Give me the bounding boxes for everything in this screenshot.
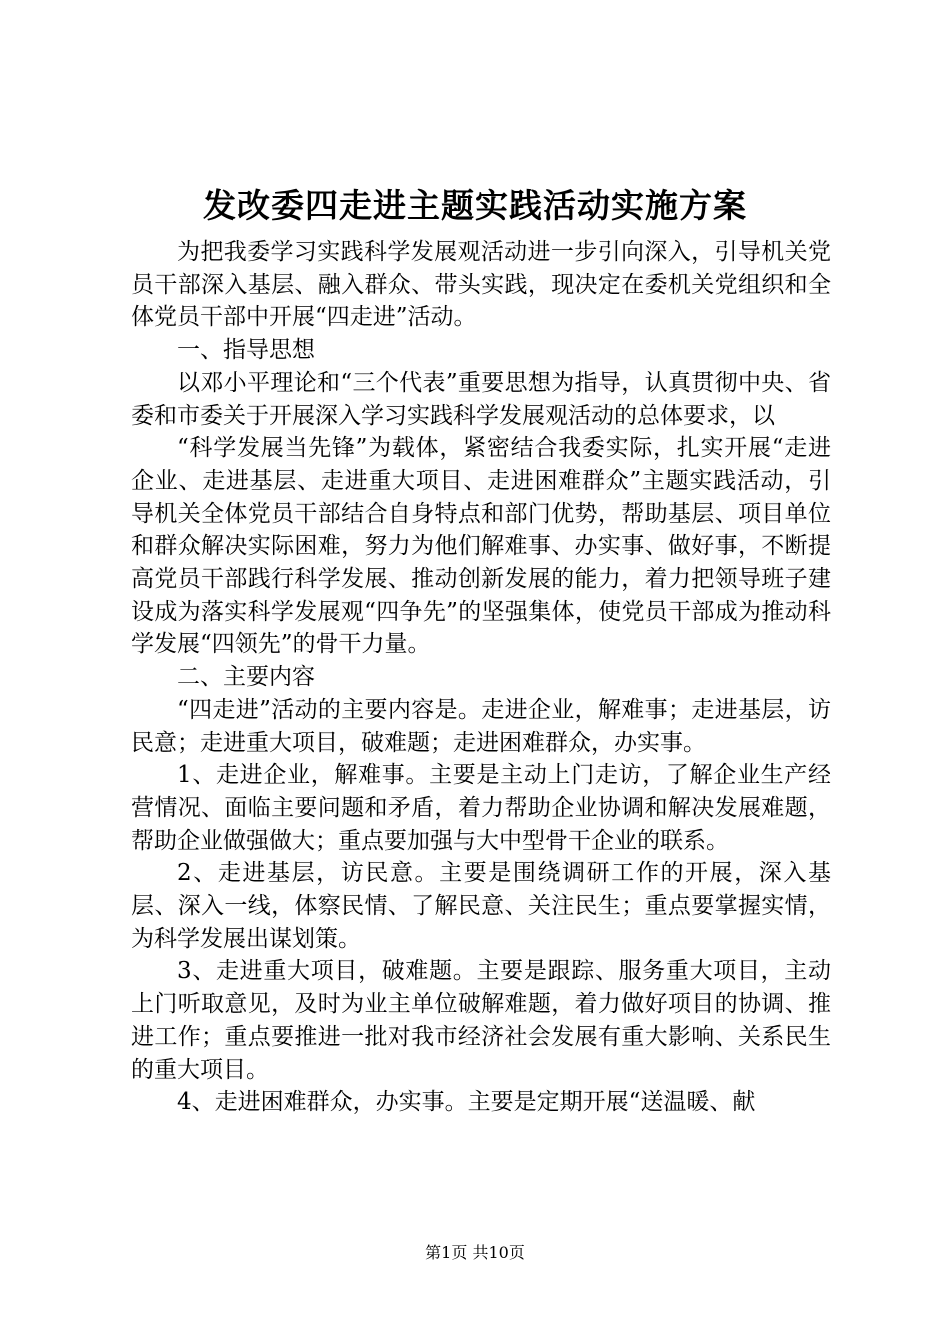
current-page-number: 1 xyxy=(441,1243,452,1262)
paragraph-main-content: “四走进”活动的主要内容是。走进企业，解难事；走进基层，访民意；走进重大项目，破难题；走进困难群众，办实事。 xyxy=(131,696,831,756)
paragraph-intro: 为把我委学习实践科学发展观活动进一步引向深入，引导机关党员干部深入基层、融入群众、带头实践，现决定在委机关党组织和全体党员干部中开展“四走进”活动。 xyxy=(131,239,831,331)
paragraph-guiding-thought: 以邓小平理论和“三个代表”重要思想为指导，认真贯彻中央、省委和市委关于开展深入学习实践科学发展观活动的总体要求，以 xyxy=(131,369,831,429)
document-body xyxy=(131,236,831,1119)
paragraph-guiding-thought-continued: “科学发展当先锋”为载体，紧密结合我委实际，扎实开展“走进企业、走进基层、走进重大项目、走进困难群众”主题实践活动，引导机关全体党员干部结合自身特点和部门优势，帮助基层、项目单位和群众解决实际困难，努力为他们解难事、办实事、做好事，不断提高党员干部践行科学发展、推动创新发展的能力，着力把领导班子建设成为落实科学发展观“四争先”的坚强集体，使党员干部成为推动科学发展“四领先”的骨干力量。 xyxy=(131,435,831,658)
section-heading-guiding-thought: 一、指导思想 xyxy=(177,337,315,364)
page-footer xyxy=(0,1241,950,1265)
total-label-prefix: 共 xyxy=(472,1243,489,1262)
paragraph-item-3: 3、走进重大项目，破难题。主要是跟踪、服务重大项目，主动上门听取意见，及时为业主单位破解难题，着力做好项目的协调、推进工作；重点要推进一批对我市经济社会发展有重大影响、关系民生的重大项目。 xyxy=(131,958,831,1083)
total-label-suffix: 页 xyxy=(508,1243,525,1262)
paragraph-item-1: 1、走进企业，解难事。主要是主动上门走访，了解企业生产经营情况、面临主要问题和矛盾，着力帮助企业协调和解决发展难题，帮助企业做强做大；重点要加强与大中型骨干企业的联系。 xyxy=(131,762,831,854)
page-label-prefix: 第 xyxy=(425,1243,442,1262)
document-title: 发改委四走进主题实践活动实施方案 xyxy=(203,186,747,225)
paragraph-item-2: 2、走进基层，访民意。主要是围绕调研工作的开展，深入基层、深入一线，体察民情、了解民意、关注民生；重点要掌握实情，为科学发展出谋划策。 xyxy=(131,860,831,952)
page-label-suffix: 页 xyxy=(451,1243,468,1262)
total-pages-number: 10 xyxy=(488,1243,509,1262)
section-heading-main-content: 二、主要内容 xyxy=(177,664,315,691)
paragraph-item-4: 4、走进困难群众，办实事。主要是定期开展“送温暖、献 xyxy=(177,1089,756,1116)
